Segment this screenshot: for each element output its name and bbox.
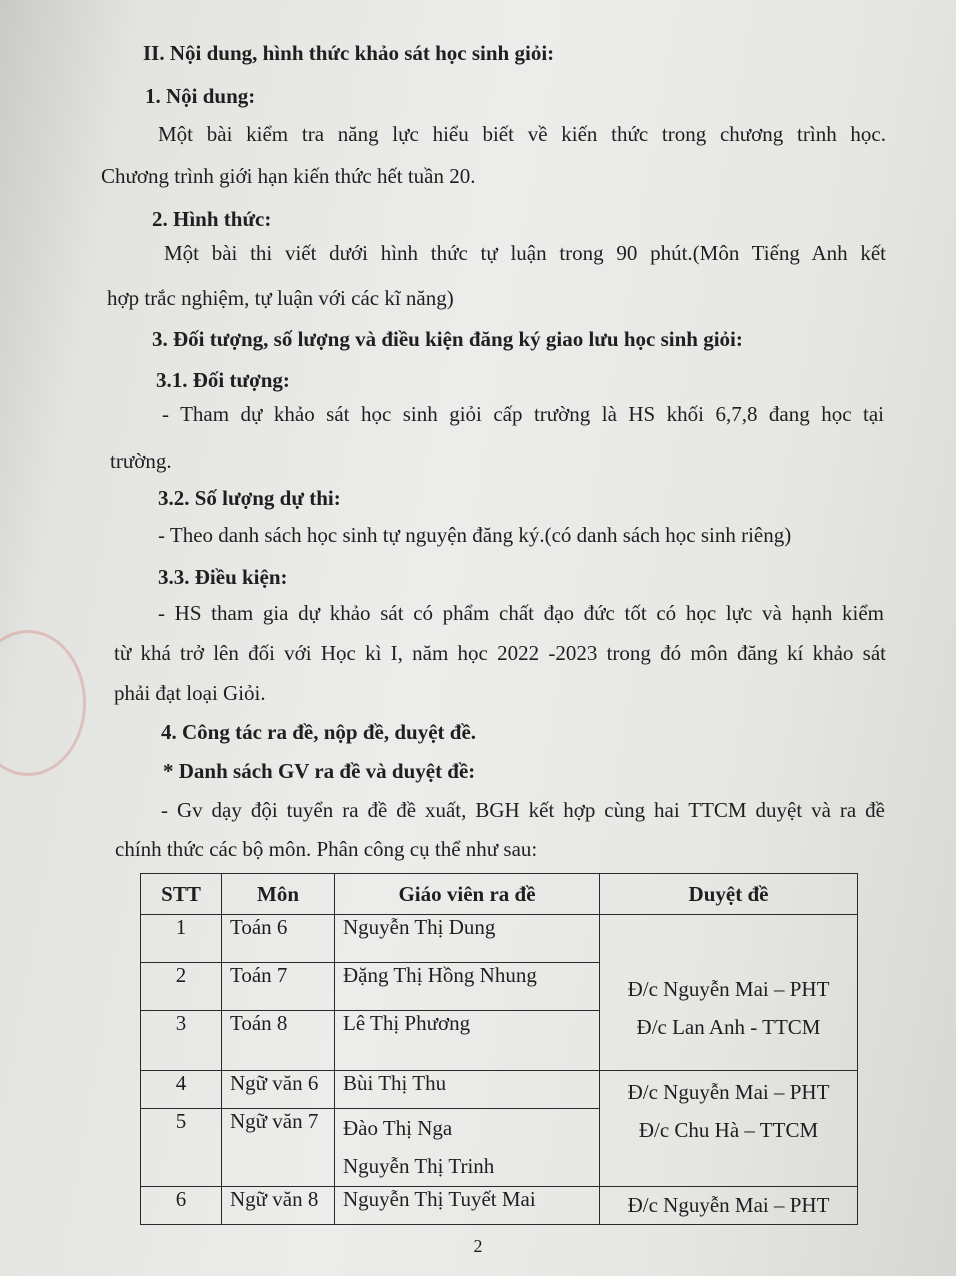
teacher-name: Đào Thị Nga	[343, 1116, 453, 1140]
stt-cell: 3	[141, 1011, 222, 1071]
assignment-line-1: - Gv dạy đội tuyển ra đề đề xuất, BGH kết hợp cùng hai TTCM duyệt và ra đề	[161, 798, 885, 822]
table-header-row	[141, 874, 858, 915]
format-line-1: Một bài thi viết dưới hình thức tự luận trong 90 phút.(Môn Tiếng Anh kết	[164, 241, 886, 265]
format-line-2: hợp trắc nghiệm, tự luận với các kĩ năng)	[107, 286, 454, 310]
stt-cell: 1	[141, 915, 222, 963]
target-line-1: - Tham dự khảo sát học sinh giỏi cấp trường là HS khối 6,7,8 đang học tại	[162, 402, 884, 426]
stt-cell: 6	[141, 1187, 222, 1225]
exam-work-title: 4. Công tác ra đề, nộp đề, duyệt đề.	[161, 720, 477, 744]
quantity-line-1: - Theo danh sách học sinh tự nguyện đăng ký.(có danh sách học sinh riêng)	[158, 523, 792, 547]
teacher-cell: Đặng Thị Hồng Nhung	[335, 963, 600, 1011]
approver-cell-math	[600, 915, 858, 1071]
approver-line: Đ/c Chu Hà – TTCM	[638, 1118, 819, 1142]
assignment-line-2: chính thức các bộ môn. Phân công cụ thể như sau:	[115, 837, 538, 861]
teacher-cell: Nguyễn Thị Dung	[335, 915, 600, 963]
page-number: 2	[473, 1236, 483, 1256]
target-line-2: trường.	[110, 449, 172, 473]
subject-cell: Toán 6	[222, 915, 335, 963]
header-stt: STT	[141, 874, 222, 915]
condition-line-2: từ khá trở lên đối với Học kì I, năm học 2022 -2023 trong đó môn đăng kí khảo sát	[114, 641, 886, 665]
assignment-table	[140, 873, 858, 1225]
target-title: 3.1. Đối tượng:	[156, 368, 290, 392]
teacher-list-title: * Danh sách GV ra đề và duyệt đề:	[163, 759, 476, 783]
approver-line: Đ/c Lan Anh - TTCM	[636, 1014, 821, 1039]
condition-line-3: phải đạt loại Giỏi.	[114, 681, 266, 705]
teacher-cell: Lê Thị Phương	[335, 1011, 600, 1071]
header-approver: Duyệt đề	[600, 874, 858, 915]
approver-cell-literature	[600, 1071, 858, 1187]
stt-cell: 2	[141, 963, 222, 1011]
table-row	[141, 1071, 858, 1109]
content-title: 1. Nội dung:	[145, 84, 256, 108]
eligibility-title: 3. Đối tượng, số lượng và điều kiện đăng ký giao lưu học sinh giỏi:	[152, 327, 743, 351]
format-title: 2. Hình thức:	[152, 207, 272, 231]
subject-cell: Toán 7	[222, 963, 335, 1011]
table-row	[141, 1187, 858, 1225]
approver-line: Đ/c Nguyễn Mai – PHT	[627, 976, 830, 1001]
content-line-2: Chương trình giới hạn kiến thức hết tuần 20.	[101, 164, 476, 188]
teacher-cell: Nguyễn Thị Tuyết Mai	[335, 1187, 600, 1225]
approver-cell-row6: Đ/c Nguyễn Mai – PHT	[600, 1187, 858, 1225]
subject-cell: Toán 8	[222, 1011, 335, 1071]
condition-line-1: - HS tham gia dự khảo sát có phẩm chất đạo đức tốt có học lực và hạnh kiểm	[158, 601, 884, 625]
quantity-title: 3.2. Số lượng dự thi:	[158, 486, 341, 510]
stt-cell: 5	[141, 1109, 222, 1187]
condition-title: 3.3. Điều kiện:	[158, 565, 288, 589]
subject-cell: Ngữ văn 7	[222, 1109, 335, 1187]
header-teacher: Giáo viên ra đề	[335, 874, 600, 915]
content-line-1: Một bài kiểm tra năng lực hiểu biết về kiến thức trong chương trình học.	[158, 122, 886, 146]
header-subject: Môn	[222, 874, 335, 915]
section-heading: II. Nội dung, hình thức khảo sát học sinh giỏi:	[143, 41, 555, 65]
stt-cell: 4	[141, 1071, 222, 1109]
approver-line: Đ/c Nguyễn Mai – PHT	[627, 1080, 830, 1104]
teacher-cell: Bùi Thị Thu	[335, 1071, 600, 1109]
subject-cell: Ngữ văn 8	[222, 1187, 335, 1225]
subject-cell: Ngữ văn 6	[222, 1071, 335, 1109]
table-row	[141, 915, 858, 963]
teacher-name: Nguyễn Thị Trinh	[343, 1154, 495, 1178]
teacher-cell	[335, 1109, 600, 1187]
